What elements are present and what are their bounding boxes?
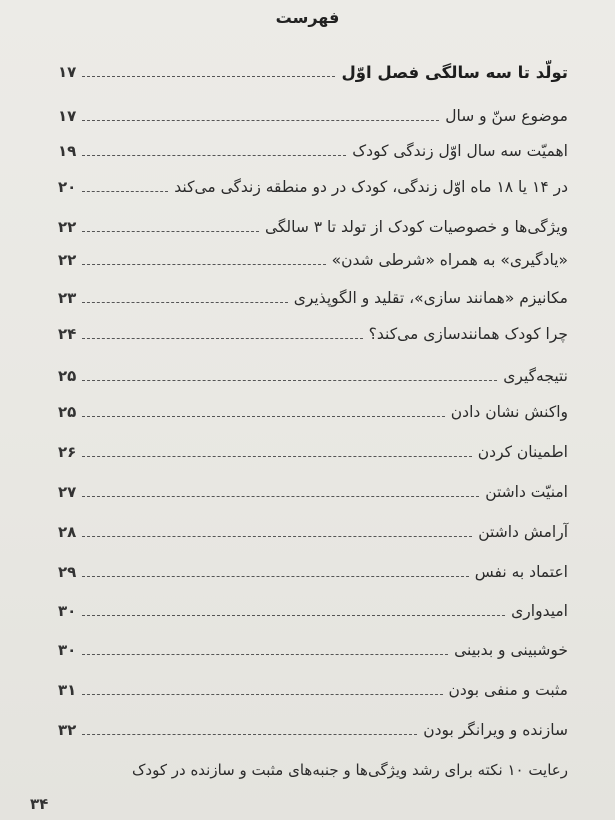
toc-leader-dashes <box>82 496 479 497</box>
toc-entry-label: چرا کودک همانندسازی می‌کند؟ <box>368 325 568 343</box>
toc-entry <box>58 137 568 165</box>
toc-leader-dashes <box>82 536 472 537</box>
toc-entry-label: نتیجه‌گیری <box>503 367 568 385</box>
toc-page-number: ۲۳ <box>58 289 77 307</box>
toc-page-number: ۱۷ <box>58 63 77 81</box>
toc-entry-label: امنیّت داشتن <box>485 483 568 501</box>
toc-entry-label: سازنده و ویرانگر بودن <box>423 721 568 739</box>
toc-page-number: ۲۵ <box>58 403 77 421</box>
toc-leader-dashes <box>82 380 497 381</box>
toc-entry <box>58 636 568 664</box>
toc-entry <box>58 213 568 241</box>
toc-leader-dashes <box>82 338 362 339</box>
toc-entry <box>58 597 568 625</box>
toc-leader-dashes <box>82 191 168 192</box>
toc-page-number: ۲۰ <box>58 178 77 196</box>
toc-entry <box>58 284 568 312</box>
toc-leader-dashes <box>82 302 287 303</box>
toc-leader-dashes <box>82 264 325 265</box>
toc-entry-label: مکانیزم «همانند سازی»، تقلید و الگوپذیری <box>293 289 568 307</box>
toc-page-number: ۳۰ <box>58 641 77 659</box>
toc-entry-label: خوشبینی و بدبینی <box>454 641 568 659</box>
toc-page-number: ۳۱ <box>58 681 77 699</box>
toc-leader-dashes <box>82 76 335 77</box>
toc-page-number: ۲۵ <box>58 367 77 385</box>
toc-page-number: ۲۴ <box>58 325 77 343</box>
toc-entry-label: واکنش نشان دادن <box>450 403 568 421</box>
toc-page-number: ۲۲ <box>58 218 77 236</box>
toc-page-number: ۱۷ <box>58 107 77 125</box>
toc-last-entry-page-row <box>30 790 568 818</box>
toc-entry-label: در ۱۴ یا ۱۸ ماه اوّل زندگی، کودک در دو منطقه زندگی می‌کند <box>174 178 568 196</box>
toc-entry <box>58 362 568 390</box>
toc-entry <box>58 102 568 130</box>
toc-page-number: ۳۰ <box>58 602 77 620</box>
toc-leader-dashes <box>82 120 439 121</box>
toc-leader-dashes <box>82 576 468 577</box>
toc-entry-label: موضوع سنّ و سال <box>445 107 568 125</box>
toc-leader-dashes <box>82 416 444 417</box>
toc-last-entry-label: رعایت ۱۰ نکته برای رشد ویژگی‌ها و جنبه‌های مثبت و سازنده در کودک <box>131 761 568 779</box>
toc-page-number: ۳۲ <box>58 721 77 739</box>
toc-leader-dashes <box>82 155 346 156</box>
toc-leader-dashes <box>82 615 505 616</box>
toc-entry-label: امیدواری <box>511 602 568 620</box>
toc-entry-label: «یادگیری» به همراه «شرطی شدن» <box>331 251 568 269</box>
toc-page-number: ۲۹ <box>58 563 77 581</box>
toc-leader-dashes <box>82 231 259 232</box>
toc-page-number: ۲۸ <box>58 523 77 541</box>
toc-entry-label: اهمیّت سه سال اوّل زندگی کودک <box>352 142 568 160</box>
toc-entry-label: آرامش داشتن <box>478 523 568 541</box>
toc-leader-dashes <box>82 734 417 735</box>
toc-entry <box>58 518 568 546</box>
toc-page-number: ۳۴ <box>30 795 49 813</box>
toc-entry <box>58 676 568 704</box>
toc-entry <box>58 246 568 274</box>
toc-entry <box>58 320 568 348</box>
toc-entry-label: تولّد تا سه سالگی فصل اوّل <box>341 62 568 82</box>
toc-entry-label: اطمینان کردن <box>477 443 568 461</box>
toc-entry-label: مثبت و منفی بودن <box>448 681 568 699</box>
toc-leader-dashes <box>82 456 471 457</box>
toc-entry-label: ویژگی‌ها و خصوصیات کودک از تولد تا ۳ سالگی <box>264 218 568 236</box>
toc-leader-dashes <box>82 694 442 695</box>
toc-entry-label: اعتماد به نفس <box>474 563 568 581</box>
page-title: فهرست <box>275 8 340 27</box>
toc-entry <box>58 478 568 506</box>
toc-page-number: ۲۶ <box>58 443 77 461</box>
toc-entry <box>58 438 568 466</box>
toc-page-number: ۲۲ <box>58 251 77 269</box>
toc-page-number: ۱۹ <box>58 142 77 160</box>
toc-entry <box>58 558 568 586</box>
toc-entry <box>58 398 568 426</box>
toc-entry <box>58 716 568 744</box>
toc-entry <box>58 173 568 201</box>
toc-page-number: ۲۷ <box>58 483 77 501</box>
toc-chapter-heading <box>58 58 568 86</box>
toc-leader-dashes <box>82 654 448 655</box>
